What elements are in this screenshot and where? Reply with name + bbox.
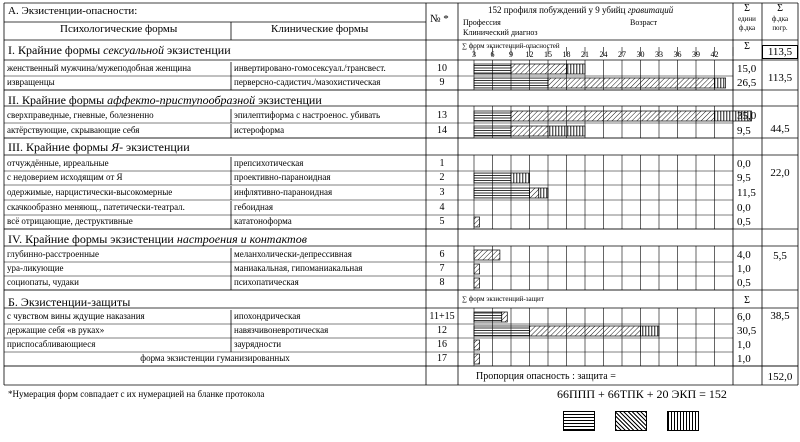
scale-tick-label: 42 [710, 50, 719, 59]
profiles-title: 152 профиля побуждений у 9 убийц гравитаций [488, 5, 674, 15]
scale-tick-label: 3 [472, 50, 476, 59]
summary-formula: 66ППП + 66ТПК + 20 ЭКП = 152 [557, 387, 727, 401]
scale-tick-label: 9 [509, 50, 513, 59]
col-clinical-header: Клинические формы [271, 23, 369, 35]
scale-tick-label: 15 [544, 50, 552, 59]
row-psych-form: женственный мужчина/мужеподобная женщина [7, 63, 192, 73]
scale-tick-label: 24 [599, 50, 608, 59]
section-b-sigma: Σ [744, 295, 750, 306]
row-form-number: 2 [439, 172, 445, 183]
profile-bar-segment [474, 250, 500, 260]
section-1-sigma: Σ [744, 41, 750, 52]
profile-bar-segment [474, 188, 530, 198]
row-psych-form: одержимые, нарциcтически-высокомерные [7, 187, 173, 197]
profile-bar-segment [511, 64, 567, 74]
row-clinical-form: истероформа [234, 125, 285, 135]
row-sum: 0,0 [737, 158, 751, 170]
profile-bar-segment [502, 312, 508, 322]
profile-bar-segment [474, 264, 480, 274]
sigma-units-sub1: едини [738, 15, 756, 23]
row-form-number: 4 [439, 202, 445, 213]
legend-horizontal-hatch-swatch [563, 411, 595, 431]
row-clinical-form: препсихотическая [234, 158, 304, 168]
sigma-group-sub1: ф.дка [771, 15, 789, 23]
row-sum: 15,0 [737, 63, 757, 75]
row-psych-form: отчуждённые, ирреальные [7, 158, 109, 168]
row-clinical-form: заурядности [234, 339, 282, 349]
profile-bar-segment [511, 173, 530, 183]
row-form-number: 17 [437, 353, 447, 364]
section-a-title: А. Экзистенции-опасности: [8, 5, 138, 17]
row-sum: 26,5 [737, 77, 757, 89]
row-form-number: 9 [439, 77, 445, 88]
sigma-units-sub2: ф.дка [738, 24, 756, 32]
row-clinical-form: психопатическая [234, 277, 299, 287]
profile-bar-segment [474, 278, 480, 288]
profile-bar-segment [548, 78, 715, 88]
scale-tick-label: 27 [618, 50, 626, 59]
row-sum: 6,0 [737, 311, 751, 323]
row-psych-form: ура-ликующие [7, 263, 64, 273]
row-form-number: 5 [439, 216, 445, 227]
scale-tick-label: 39 [692, 50, 700, 59]
legend-vertical-hatch-swatch [667, 411, 699, 431]
row-sum: 0,5 [737, 216, 751, 228]
section-1-group-total: 113,5 [767, 72, 793, 84]
row-form-number: 6 [439, 249, 445, 260]
row-psych-form: с чувством вины ждущие наказания [7, 311, 145, 321]
scale-tick-label: 33 [655, 50, 663, 59]
row-clinical-form: маниакальная, гипоманиакальная [234, 263, 363, 273]
scale-tick-label: 12 [525, 50, 534, 59]
row-sum: 1,0 [737, 339, 751, 351]
row-clinical-form: ипохондрическая [234, 311, 301, 321]
scale-tick-label: 36 [673, 50, 682, 59]
row-form-number: 11+15 [429, 311, 455, 322]
scale-tick-label: 30 [636, 50, 645, 59]
section-b-total: 38,5 [770, 310, 790, 322]
row-sum: 30,5 [737, 325, 757, 337]
profile-bar-segment [474, 340, 480, 350]
row-sum: 0,0 [737, 202, 751, 214]
row-psych-form: глубинно-расстроенные [7, 249, 99, 259]
row-sum: 9,5 [737, 125, 751, 137]
row-clinical-form: меланхолически-депрессивная [234, 249, 352, 259]
row-form-number: 13 [437, 110, 447, 121]
row-clinical-form: проективно-параноидная [234, 172, 331, 182]
sigma-group-sub2: погр. [772, 24, 788, 32]
section-4-title: IV. Крайние формы экзистенции настроения и контактов [8, 232, 307, 246]
profile-bar-segment [641, 326, 660, 336]
row-sum: 1,0 [737, 263, 751, 275]
row-psych-form: сверхправедные, гневные, болезненно [7, 110, 154, 120]
profile-bar-segment [567, 64, 586, 74]
section-2-title: II. Крайние формы аффекто-приступообразной экзистенции [8, 93, 322, 107]
profile-bar-segment [474, 326, 530, 336]
row-form-number: 3 [439, 187, 445, 198]
row-form-number: 7 [439, 263, 445, 274]
sigma-group-header: Σ [777, 3, 783, 14]
row-clinical-form: эпилептиформа с настроенос. убивать [234, 110, 381, 120]
footnote: *Нумерация форм совпадает с их нумерацией на бланке протокола [8, 389, 265, 399]
section-1-title: I. Крайние формы сексуальной экзистенции [8, 43, 231, 57]
row-psych-form: извращенцы [7, 77, 55, 87]
section-3-title: III. Крайние формы Я- экзистенции [8, 140, 190, 154]
profile-bar-segment [539, 188, 548, 198]
row-clinical-form: навязчивоневротическая [234, 325, 329, 335]
row-form-number: 1 [439, 158, 445, 169]
row-psych-form: социопаты, чудаки [7, 277, 79, 287]
row-psych-form: с недоверием исходящим от Я [7, 172, 123, 182]
row-form-number: 8 [439, 277, 445, 288]
scale-tick-label: 6 [490, 50, 495, 59]
legend-diagonal-hatch-swatch [615, 411, 647, 431]
row-clinical-form: гебоидная [234, 202, 273, 212]
section-2-total: 44,5 [770, 123, 790, 135]
section-4-total: 5,5 [773, 250, 787, 262]
row-sum: 35,0 [737, 110, 757, 122]
profile-bar-segment [715, 78, 726, 88]
label-clinical-diagnosis: Клинический диагноз [463, 28, 538, 37]
row-sum: 9,5 [737, 172, 751, 184]
label-profession: Профессия [463, 18, 501, 27]
proportion-label: Пропорция опасность : защита = [476, 371, 616, 382]
sigma-units-header: Σ [744, 3, 750, 14]
profile-bar-segment [474, 354, 480, 364]
row-clinical-form: перверсно-садистич./мазохистическая [234, 77, 381, 87]
section-b-title: Б. Экзистенции-защиты [8, 295, 131, 309]
col-num-header: № * [430, 13, 449, 25]
row-psych-form: скачкообразно меняющ., патетически-театрал. [7, 202, 185, 212]
section-3-total: 22,0 [770, 167, 790, 179]
row-psych-form: держащие себя «в руках» [7, 325, 105, 335]
row-clinical-form: инвертировано-гомосексуал./трансвест. [234, 63, 386, 73]
profile-bar-segment [474, 217, 480, 227]
row-psych-form: всё отрицающие, деструктивные [7, 216, 133, 226]
scale-label: ∑ форм экзистенций-опасностей [462, 42, 560, 50]
grand-total: 152,0 [767, 371, 793, 383]
row-sum: 0,5 [737, 277, 751, 289]
section-1-total: 113,5 [762, 45, 798, 59]
row-clinical-form: кататоноформа [234, 216, 292, 226]
row-form-number: 10 [437, 63, 447, 74]
scale-tick-label: 18 [562, 50, 571, 59]
profile-bar-segment [474, 312, 502, 322]
profile-bar-segment [530, 188, 539, 198]
row-psych-form: приспосабливающиеся [7, 339, 96, 349]
scale-tick-label: 21 [581, 50, 589, 59]
label-age: Возраст [630, 18, 658, 27]
profile-bar-segment [511, 111, 715, 121]
row-sum: 1,0 [737, 353, 751, 365]
row-form-number: 16 [437, 339, 447, 350]
col-psych-header: Психологические формы [60, 23, 178, 35]
row-psych-form: актёрствующие, скрывающие себя [7, 125, 140, 135]
row-sum: 4,0 [737, 249, 751, 261]
row-clinical-form: инфлятивно-параноидная [234, 187, 333, 197]
row-psych-form: форма экзистенции гуманизированных [140, 353, 290, 363]
section-b-scale-label: ∑ форм экзистенций-защит [462, 295, 544, 303]
row-form-number: 14 [437, 125, 447, 136]
row-form-number: 12 [437, 325, 447, 336]
row-sum: 11,5 [737, 187, 756, 199]
